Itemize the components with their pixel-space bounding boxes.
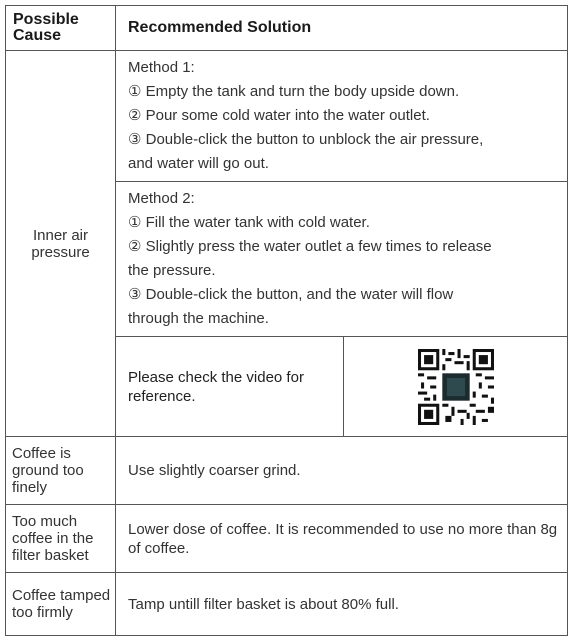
method-1-step-2: ② Pour some cold water into the water outlet. [128,107,430,124]
solution-coarser-grind: Use slightly coarser grind. [116,437,568,505]
method-2-step-3: ③ Double-click the button, and the water will flow [128,286,454,303]
table-header-row [6,6,568,51]
method-1-step-3: ③ Double-click the button to unblock the air pressure, [128,131,484,148]
method-2-step-2-cont: the pressure. [128,262,216,279]
cause-tamped-too-firmly: Coffee tamped too firmly [6,573,116,636]
header-possible-cause: Possible Cause [6,6,116,51]
video-reference-text: Please check the video for reference. [116,337,344,437]
method-2-title: Method 2: [128,190,195,207]
method-1-step-3-cont: and water will go out. [128,155,269,172]
method-1-title: Method 1: [128,59,195,76]
method-2-step-1: ① Fill the water tank with cold water. [128,214,370,231]
method-2-cell [116,182,568,337]
header-recommended-solution: Recommended Solution [116,6,568,51]
qr-code-icon[interactable] [418,349,494,425]
cause-ground-too-finely: Coffee is ground too finely [6,437,116,505]
method-1-cell [116,51,568,182]
table-row-inner-air-method-1 [6,51,568,182]
solution-tamp-80-percent: Tamp untill filter basket is about 80% full. [116,573,568,636]
troubleshooting-table [5,5,568,636]
table-row-too-much-coffee [6,505,568,573]
solution-lower-dose: Lower dose of coffee. It is recommended to use no more than 8g of coffee. [116,505,568,573]
cause-inner-air-pressure: Inner air pressure [6,51,116,437]
method-1-step-1: ① Empty the tank and turn the body upside down. [128,83,460,100]
table-row-ground-too-finely [6,437,568,505]
qr-code-cell [344,337,568,437]
method-2-step-3-cont: through the machine. [128,310,269,327]
cause-too-much-coffee: Too much coffee in the filter basket [6,505,116,573]
table-row-tamped-too-firmly [6,573,568,636]
method-2-step-2: ② Slightly press the water outlet a few times to release [128,238,492,255]
